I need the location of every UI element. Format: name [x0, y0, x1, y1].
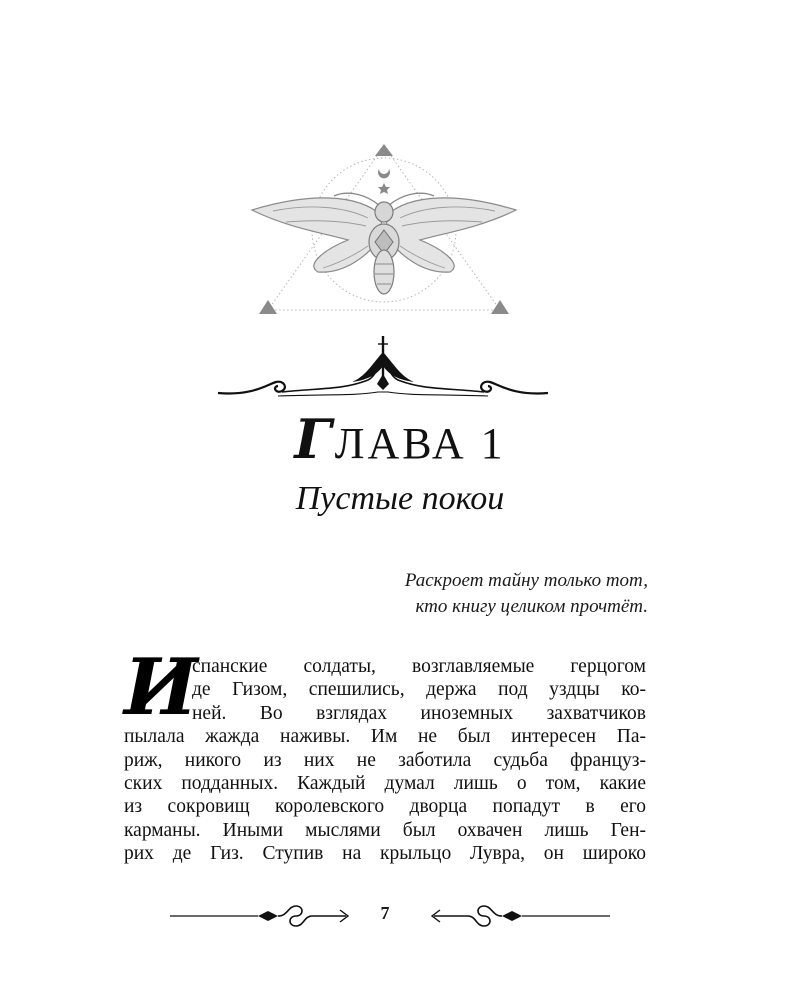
chapter-title-initial: Г — [294, 407, 335, 471]
moth-emblem-icon — [248, 138, 520, 320]
paragraph-line: де Гизом, спешились, держа под уздцы ко- — [192, 679, 646, 701]
paragraph-line: пылала жажда наживы. Им не был интересен Па- — [124, 726, 646, 748]
paragraph-line: ских подданных. Каждый думал лишь о том, какие — [124, 773, 646, 795]
chapter-title — [0, 407, 800, 471]
chapter-title-rest: ЛАВА 1 — [334, 419, 506, 468]
page-number: 7 — [380, 903, 390, 923]
paragraph-line: карманы. Иными мыслями был охвачен лишь Ген- — [124, 819, 646, 841]
paragraph-line: рих де Гиз. Ступив на крыльцо Лувра, он широко — [124, 843, 646, 865]
epigraph-line: кто книгу целиком прочтёт. — [415, 596, 648, 617]
paragraph-line: из сокровищ королевского дворца попадут в его — [124, 796, 646, 818]
paragraph-line: ней. Во взглядах иноземных захватчиков — [192, 702, 646, 724]
paragraph-line: спанские солдаты, возглавляемые герцогом — [192, 656, 646, 677]
drop-cap: И — [124, 642, 198, 733]
epigraph — [405, 568, 648, 620]
epigraph-line: Раскроет тайну только тот, — [404, 570, 648, 591]
ornamental-divider-icon — [218, 336, 548, 402]
paragraph-line: риж, никого из них не заботила судьба француз- — [124, 749, 646, 771]
chapter-subtitle: Пустые покои — [295, 480, 505, 517]
body-paragraph — [124, 642, 646, 866]
